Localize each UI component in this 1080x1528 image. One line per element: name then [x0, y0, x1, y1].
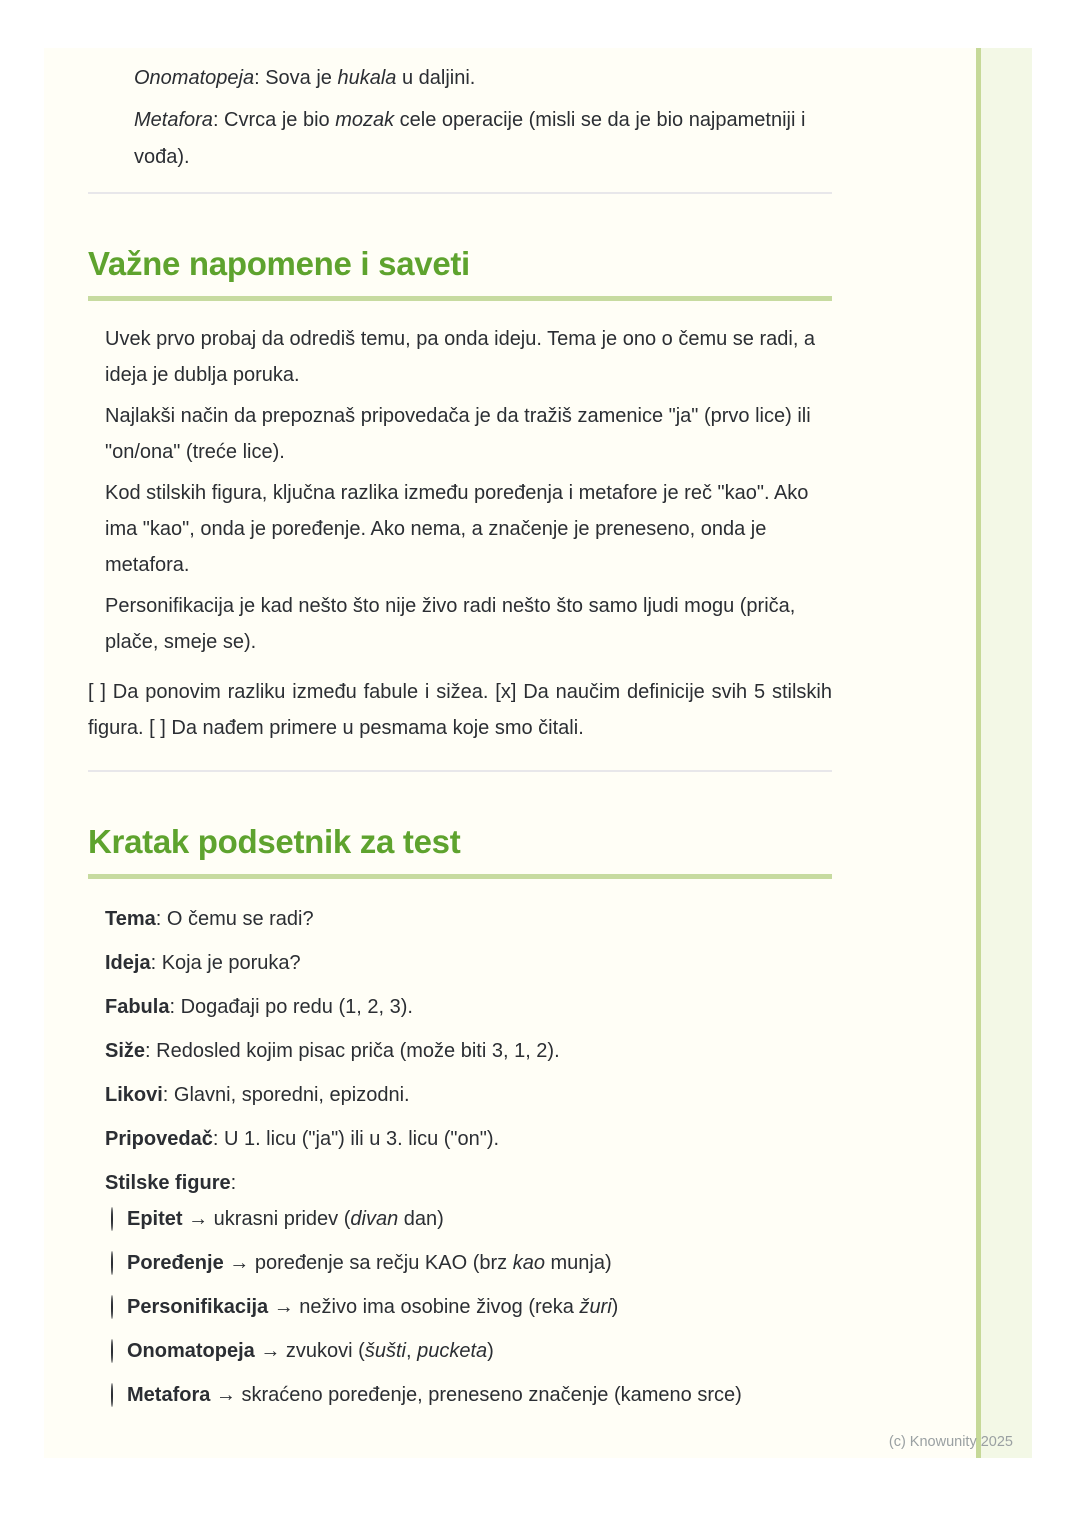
list-item — [88, 321, 832, 393]
text-segment: Onomatopeja — [134, 67, 255, 89]
text-segment: → zvukovi ( — [254, 1340, 365, 1362]
text-segment: : U 1. licu ("ja") ili u 3. licu ("on"). — [212, 1128, 500, 1150]
bullet-icon — [88, 588, 105, 660]
list-item — [88, 1077, 832, 1113]
text-segment: Onomatopeja — [127, 1340, 255, 1362]
intro-bullet-list — [88, 60, 832, 176]
sub-bullet-icon — [111, 1289, 127, 1325]
text-segment: Pripovedač — [105, 1128, 213, 1150]
hollow-circle-icon — [111, 1251, 113, 1275]
list-item-text: Personifikacija je kad nešto što nije živo radi nešto što samo ljudi mogu (priča, plače, smeje se). — [105, 595, 796, 653]
bullet-icon — [88, 945, 105, 981]
text-segment: Metafora — [127, 1384, 211, 1406]
bullet-icon — [88, 989, 105, 1025]
sub-list-item — [111, 1333, 832, 1369]
text-segment: u daljini. — [396, 67, 476, 89]
section-title-underline — [88, 296, 832, 301]
sub-list-item — [111, 1377, 832, 1413]
text-segment: ) — [487, 1340, 494, 1362]
list-item-text — [127, 1245, 832, 1281]
text-segment: : Cvrca je bio — [212, 109, 336, 131]
sub-bullet-icon — [111, 1201, 127, 1237]
list-item — [88, 1121, 832, 1157]
text-segment: Likovi — [105, 1084, 163, 1106]
bullet-icon — [117, 102, 134, 176]
document-page — [44, 48, 1032, 1458]
bullet-icon — [88, 1033, 105, 1069]
section-title-underline — [88, 874, 832, 879]
sub-list-item — [111, 1289, 832, 1325]
section-title-reminder: Kratak podsetnik za test — [88, 823, 461, 860]
text-segment: Epitet — [127, 1208, 183, 1230]
list-item — [88, 1165, 832, 1421]
list-item-text — [105, 1033, 832, 1069]
hollow-circle-icon — [111, 1339, 113, 1363]
list-item — [88, 989, 832, 1025]
bullet-icon — [117, 60, 134, 97]
list-item-text — [105, 945, 832, 981]
text-segment: ) — [611, 1296, 619, 1318]
sub-list-item — [111, 1201, 832, 1237]
text-segment: : Koja je poruka? — [150, 952, 301, 974]
text-segment: : — [230, 1172, 237, 1194]
text-segment: kao — [512, 1252, 545, 1274]
hollow-circle-icon — [111, 1295, 113, 1319]
hollow-circle-icon — [111, 1207, 113, 1231]
list-item — [88, 102, 832, 176]
footer-credit: (c) Knowunity 2025 — [888, 1434, 1013, 1450]
list-item-text — [127, 1377, 832, 1413]
section-divider — [88, 770, 832, 772]
text-segment: → skraćeno poređenje, preneseno značenje (kameno srce) — [210, 1384, 742, 1406]
list-item — [88, 1033, 832, 1069]
section-divider — [88, 192, 832, 194]
list-item-text: Kod stilskih figura, ključna razlika između poređenja i metafore je reč "kao". Ako ima "kao", onda je poređenje. Ako nema, a značenje je preneseno, onda je metafora. — [105, 482, 809, 576]
list-item — [88, 901, 832, 937]
sub-bullet-icon — [111, 1245, 127, 1281]
list-item-text — [105, 1077, 832, 1113]
text-segment: : Sova je — [254, 67, 338, 89]
bullet-icon — [88, 901, 105, 937]
todo-checklist-paragraph: [ ] Da ponovim razliku između fabule i sižea. [x] Da naučim definicije svih 5 stilskih figura. [ ] Da nađem primere u pesmama koje smo čitali. — [88, 681, 832, 739]
text-segment: : Događaji po redu (1, 2, 3). — [169, 996, 413, 1018]
sub-bullet-icon — [111, 1377, 127, 1413]
notes-bullet-list — [88, 321, 832, 660]
text-segment: munja) — [544, 1252, 612, 1274]
list-item-text — [105, 901, 832, 937]
text-segment: Siže — [105, 1040, 146, 1062]
bullet-icon — [88, 398, 105, 470]
list-item-text: Najlakši način da prepoznaš pripovedača je da tražiš zamenice "ja" (prvo lice) ili "on/ona" (treće lice). — [105, 405, 811, 463]
text-segment: Stilske figure — [105, 1172, 231, 1194]
text-segment: hukala — [337, 67, 397, 89]
list-item-text — [105, 1121, 832, 1157]
list-item — [88, 60, 832, 97]
text-segment: Personifikacija — [127, 1296, 269, 1318]
list-item — [88, 588, 832, 660]
list-item-text: Uvek prvo probaj da odrediš temu, pa onda ideju. Tema je ono o čemu se radi, a ideja je dublja poruka. — [105, 328, 816, 386]
text-segment: → neživo ima osobine živog (reka — [268, 1296, 580, 1318]
text-segment: Tema — [105, 908, 156, 930]
text-segment: cele operacije (misli se da je bio najpametniji i vođa). — [134, 109, 806, 168]
document-content — [88, 48, 832, 1429]
list-item-text — [105, 989, 832, 1025]
section-title-notes: Važne napomene i saveti — [88, 245, 470, 282]
sub-list-item — [111, 1245, 832, 1281]
list-item — [88, 945, 832, 981]
bullet-icon — [88, 475, 105, 583]
text-segment: žuri — [579, 1296, 612, 1318]
page-edge-band — [976, 48, 1032, 1458]
hollow-circle-icon — [111, 1383, 113, 1407]
text-segment: divan — [350, 1208, 399, 1230]
reminder-bullet-list — [88, 901, 832, 1421]
bullet-icon — [88, 1165, 105, 1421]
bullet-icon — [88, 321, 105, 393]
bullet-icon — [88, 1077, 105, 1113]
text-segment: dan) — [398, 1208, 444, 1230]
list-item-text — [127, 1289, 832, 1325]
text-segment: pucketa — [417, 1340, 488, 1362]
list-item-text — [127, 1333, 832, 1369]
text-segment: Metafora — [134, 109, 213, 131]
text-segment: : O čemu se radi? — [155, 908, 314, 930]
list-item-text — [134, 102, 832, 176]
text-segment: Poređenje — [127, 1252, 224, 1274]
list-item-text — [134, 60, 832, 97]
text-segment: → ukrasni pridev ( — [182, 1208, 351, 1230]
text-segment: mozak — [335, 109, 395, 131]
list-item-text — [127, 1201, 832, 1237]
text-segment: : Redosled kojim pisac priča (može biti 3, 1, 2). — [145, 1040, 560, 1062]
list-item-text — [105, 1165, 832, 1421]
list-item — [88, 398, 832, 470]
text-segment: , — [405, 1340, 418, 1362]
text-segment: Ideja — [105, 952, 151, 974]
sub-bullet-icon — [111, 1333, 127, 1369]
text-segment: → poređenje sa rečju KAO (brz — [223, 1252, 513, 1274]
text-segment: Fabula — [105, 996, 170, 1018]
list-item — [88, 475, 832, 583]
bullet-icon — [88, 1121, 105, 1157]
text-segment: šušti — [364, 1340, 406, 1362]
text-segment: : Glavni, sporedni, epizodni. — [162, 1084, 410, 1106]
stylistic-figures-sub-list — [105, 1201, 832, 1413]
